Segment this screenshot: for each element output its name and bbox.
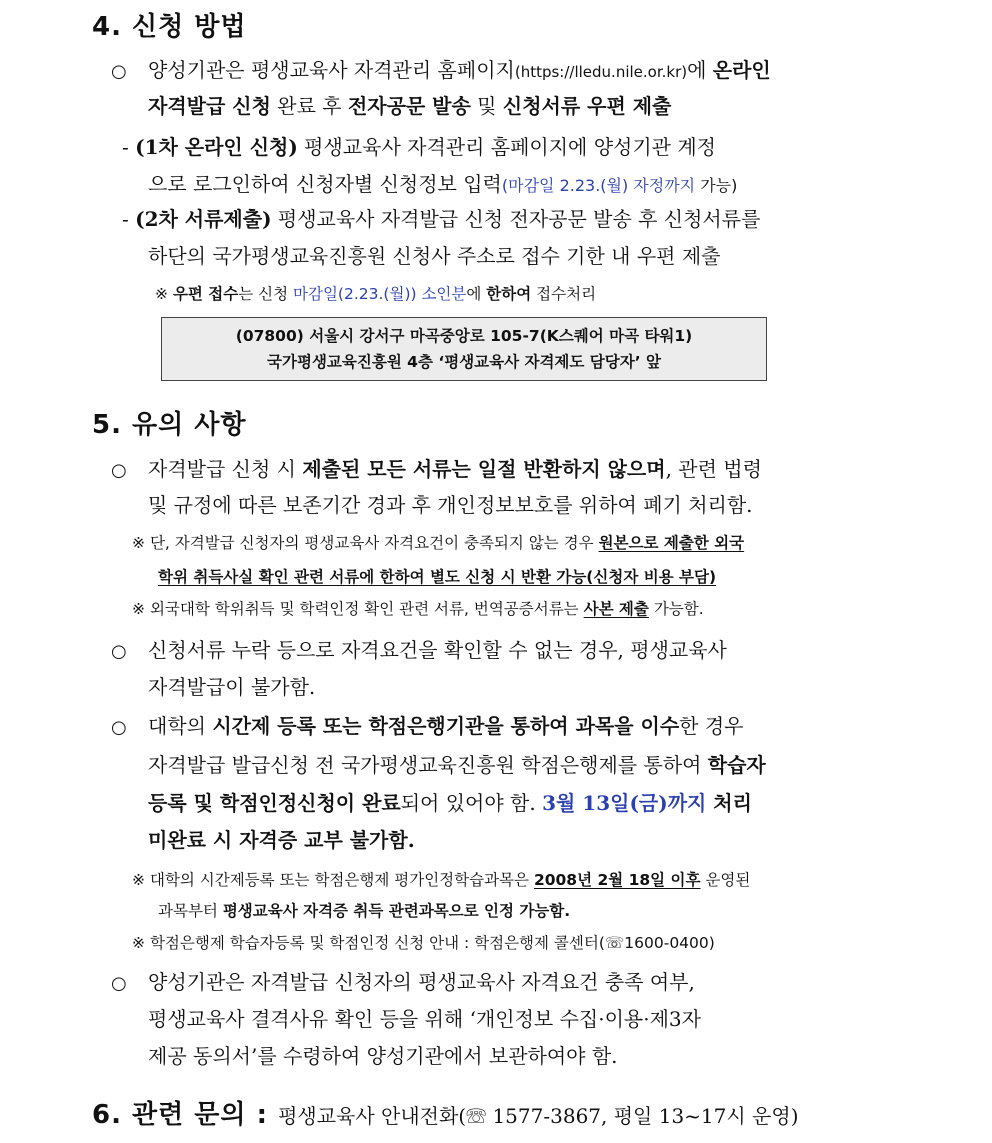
sec5-note2: ※ 외국대학 학위취득 및 학력인정 확인 관련 서류, 번역공증서류는 사본 제출 가능함. xyxy=(132,600,704,618)
sec4-dash2-line2: 하단의 국가평생교육진흥원 신청사 주소로 접수 기한 내 우편 제출 xyxy=(148,244,721,268)
sec5-note1-line1: ※ 단, 자격발급 신청자의 평생교육사 자격요건이 충족되지 않는 경우 원본으로 제출한 외국 xyxy=(132,534,745,552)
sec5-note4: ※ 학점은행제 학습자등록 및 학점인정 신청 안내 : 학점은행제 콜센터(☏1600-0400) xyxy=(132,934,715,952)
sec4-dash2-line1: - (2차 서류제출) 평생교육사 자격발급 신청 전자공문 발송 후 신청서류를 xyxy=(122,207,761,231)
bullet: ○ xyxy=(111,717,127,738)
sec4-dash1-line2: 으로 로그인하여 신청자별 신청정보 입력(마감일 2.23.(월) 자정까지 가능) xyxy=(148,172,738,196)
section-5-title: 5. 유의 사항 xyxy=(92,410,247,440)
sec4-para1-line1: 양성기관은 평생교육사 자격관리 홈페이지(https://lledu.nile.or.kr)에 온라인 xyxy=(148,58,771,82)
sec5-para1-line2: 및 규정에 따른 보존기간 경과 후 개인정보보호를 위하여 폐기 처리함. xyxy=(148,493,753,517)
bullet: ○ xyxy=(111,61,127,82)
section-4-title: 4. 신청 방법 xyxy=(92,12,247,42)
bullet: ○ xyxy=(111,460,127,481)
address-line: (07800) 서울시 강서구 마곡중앙로 105-7(K스퀘어 마곡 타워1) xyxy=(235,327,693,345)
sec4-note1: ※ 우편 접수는 신청 마감일(2.23.(월)) 소인분에 한하여 접수처리 xyxy=(155,285,597,303)
sec5-note1-line2: 학위 취득사실 확인 관련 서류에 한하여 별도 신청 시 반환 가능(신청자 비용 부담) xyxy=(158,568,717,586)
homepage-url: (https://lledu.nile.or.kr) xyxy=(514,63,688,81)
sec5-para4-line2: 평생교육사 결격사유 확인 등을 위해 ‘개인정보 수집·이용·제3자 xyxy=(148,1007,701,1031)
sec5-para1-line1: 자격발급 신청 시 제출된 모든 서류는 일절 반환하지 않으며, 관련 법령 xyxy=(148,457,762,481)
section-6-title: 6. 관련 문의 : xyxy=(92,1100,268,1130)
sec5-para3-line4: 미완료 시 자격증 교부 불가함. xyxy=(148,828,415,852)
sec5-para2-line1: 신청서류 누락 등으로 자격요건을 확인할 수 없는 경우, 평생교육사 xyxy=(148,638,727,662)
sec5-note3-line2: 과목부터 평생교육사 자격증 취득 관련과목으로 인정 가능함. xyxy=(158,902,571,920)
bullet: ○ xyxy=(111,973,127,994)
sec5-para4-line3: 제공 동의서’를 수령하여 양성기관에서 보관하여야 함. xyxy=(148,1044,618,1068)
sec5-note3-line1: ※ 대학의 시간제등록 또는 학점은행제 평가인정학습과목은 2008년 2월 18일 이후 운영된 xyxy=(132,871,751,889)
recipient-line: 국가평생교육진흥원 4층 ‘평생교육사 자격제도 담당자’ 앞 xyxy=(267,353,661,371)
sec4-para1-line2: 자격발급 신청 완료 후 전자공문 발송 및 신청서류 우편 제출 xyxy=(148,94,672,118)
section-6-line xyxy=(92,1094,799,1131)
sec5-para4-line1: 양성기관은 자격발급 신청자의 평생교육사 자격요건 충족 여부, xyxy=(148,970,695,994)
sec5-para3-line2: 자격발급 발급신청 전 국가평생교육진흥원 학점은행제를 통하여 학습자 xyxy=(148,753,766,777)
sec5-para2-line2: 자격발급이 불가함. xyxy=(148,675,316,699)
bullet: ○ xyxy=(111,641,127,662)
sec5-para3-line3: 등록 및 학점인정신청이 완료되어 있어야 함. 3월 13일(금)까지 처리 xyxy=(148,791,752,815)
sec5-para3-line1: 대학의 시간제 등록 또는 학점은행기관을 통하여 과목을 이수한 경우 xyxy=(148,714,744,738)
sec4-dash1-line1: - (1차 온라인 신청) 평생교육사 자격관리 홈페이지에 양성기관 계정 xyxy=(122,135,716,159)
contact-info: 평생교육사 안내전화(☏ 1577-3867, 평일 13~17시 운영) xyxy=(278,1104,799,1128)
mailing-address-box xyxy=(161,317,767,381)
